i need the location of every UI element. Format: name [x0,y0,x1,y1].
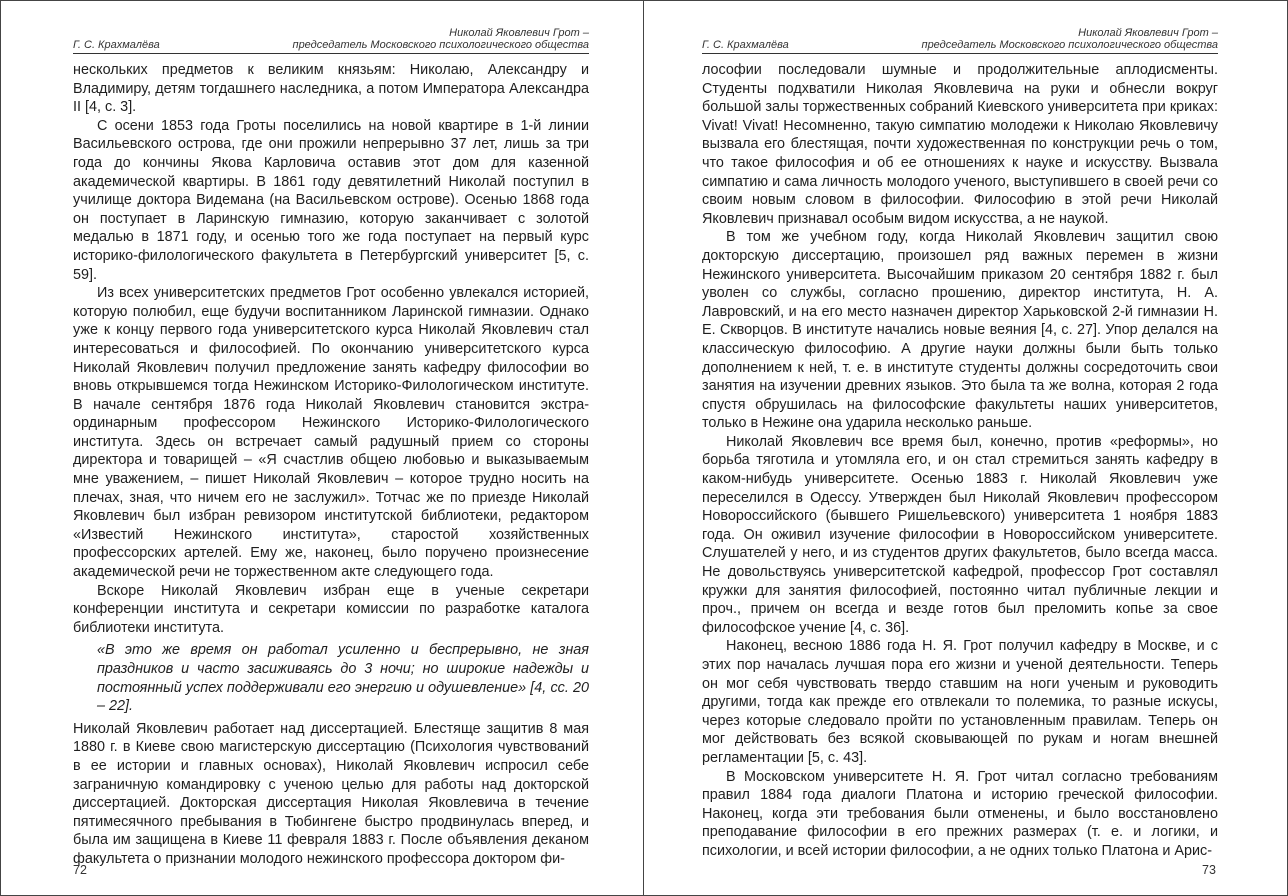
paragraph: нескольких предметов к великим князьям: Николаю, Александру и Владимиру, детям тогдашнего наследника, а потом Императора Александра II [4, с. 3]. [73,62,589,116]
running-header [73,27,589,54]
header-title-line-1: Николай Яковлевич Грот – [1078,27,1218,39]
paragraph: Из всех университетских предметов Грот особенно увлекался историей, которую полюбил, еще будучи воспитанником Ларинской гимназии. Однако уже к концу первого года университетского курса Николай Яковлевич стал интересоваться и философией. По окончанию университетского курса Николай Яковлевич получил предложение занять кафедру философии во вновь открывшемся тогда Нежинском Историко-Филологическом институте. В начале сентября 1876 года Николай Яковлевич становится экстра-ординарным профессором Нежинского Историко-Филологического института. Здесь он встречает самый радушный прием со стороны директора и товарищей – «Я счастлив общею любовью и выказываемым мне уважением, – пишет Николай Яковлевич – которое трудно носить на плечах, зная, что ничем его не заслужил». Тотчас же по приезде Николай Яковлевич был избран ревизором институтской библиотеки, редактором «Известий Нежинского института», старостой хозяйственных профессорских артелей. Ему же, наконец, было поручено произнесение академической речи не торжественном акте следующего года. [73,285,589,581]
page-number: 73 [1202,863,1216,877]
header-title [922,27,1218,51]
right-page [644,1,1287,895]
paragraph: Наконец, весною 1886 года Н. Я. Грот получил кафедру в Москве, и с этих пор началась лучшая пора его жизни и ученой деятельности. Теперь он мог себя чувствовать твердо ставшим на ноги ученым и руководить другими, тогда как прежде его отвлекали то полемика, то разные искусы, через которые следовало пройти по установленным правилам. Теперь он мог действовать без всякой сковывающей по рукам и ногам внешней регламентации [5, с. 43]. [702,638,1218,766]
page-number: 72 [73,863,87,877]
header-author: Г. С. Крахмалёва [73,39,160,51]
paragraph: Николай Яковлевич работает над диссертацией. Блестяще защитив 8 мая 1880 г. в Киеве свою магистерскую диссертацию (Психология чувствований в ее истории и главных основах), Николай Яковлевич испросил себе заграничную командировку с ученою целью для работы над докторской диссертацией. Докторская диссертация Николая Яковлевича в течение пятимесячного пребывания в Тюбингене быстро продвинулась вперед, и была им защищена в Киеве 11 февраля 1883 г. После объявления деканом факультета о признании молодого нежинского профессора доктором фи- [73,720,589,867]
left-body-text [73,61,589,869]
paragraph: лософии последовали шумные и продолжительные аплодисменты. Студенты подхватили Николая Яковлевича на руки и обнесли вокруг большой залы торжественных собраний Киевского университета при криках: Vivat! Vivat! Несомненно, такую симпатию молодежи к Николаю Яковлевичу вызвала его блестящая, почти художественная по конструкции речь о том, что такое философия и об ее отношениях к науке и искусству. Вызвала симпатию и сама личность молодого ученого, выступившего в своей речи со своим новым словом в философии. Философию в этой речи Николай Яковлевич признавал особым видом искусства, а не наукой. [702,62,1218,227]
right-body-text [702,61,1218,861]
block-quote: «В это же время он работал усиленно и беспрерывно, не зная праздников и часто засиживаясь до 3 ночи; но широкие надежды и постоянный успех поддерживали его энергию и одушевление» [4, сс. 20 – 22]. [97,642,589,715]
header-author: Г. С. Крахмалёва [702,39,789,51]
left-page [1,1,644,895]
header-title-line-1: Николай Яковлевич Грот – [449,27,589,39]
paragraph: Вскоре Николай Яковлевич избран еще в ученые секретари конференции института и секретари комиссии по разработке каталога библиотеки института. [73,582,589,636]
header-title [293,27,589,51]
paragraph: В Московском университете Н. Я. Грот читал согласно требованиям правил 1884 года диалоги Платона и историю греческой философии. Наконец, когда эти требования были отменены, и было восстановлено преподавание философии в его прежних размерах (т. е. и логики, и психологии, и всей истории философии, а не одних только Платона и Арис- [702,768,1218,859]
paragraph: С осени 1853 года Гроты поселились на новой квартире в 1-й линии Васильевского острова, где они прожили непрерывно 37 лет, лишь за три года до кончины Якова Карловича оставив этот дом для казенной академической квартиры. В 1861 году девятилетний Николай поступил в училище доктора Видемана (на Васильевском острове). Осенью 1868 года он поступает в Ларинскую гимназию, которую заканчивает с золотой медалью в 1871 году, и осенью того же года поступает на первый курс историко-филологического факультета в Петербургский университет [5, с. 59]. [73,117,589,283]
paragraph: Николай Яковлевич все время был, конечно, против «реформы», но борьба тяготила и утомляла его, и он стал стремиться занять кафедру в каком-нибудь университете. Осенью 1883 г. Николай Яковлевич уже переселился в Одессу. Утвержден был Николай Яковлевич профессором Новороссийского (бывшего Ришельевского) университета 1 ноября 1883 года. Он оживил изучение философии в Новороссийском университете. Слушателей у него, и из студентов других факультетов, было всегда масса. Не довольствуясь университетской кафедрой, профессор Грот составлял кружки для занятия философией, постоянно читал публичные лекции и проч., причем он всегда и везде готов был преломить копье за свое философское учение [4, с. 36]. [702,433,1218,636]
header-title-line-2: председатель Московского психологического общества [292,39,589,51]
header-title-line-2: председатель Московского психологического общества [921,39,1218,51]
running-header [702,27,1218,54]
paragraph: В том же учебном году, когда Николай Яковлевич защитил свою докторскую диссертацию, произошел ряд важных перемен в жизни Нежинского университета. Высочайшим приказом 20 сентября 1882 г. был уволен со службы, согласно прошению, директор института, Н. А. Лавровский, и на его место назначен директор Харьковской 2-й гимназии Н. Е. Скворцов. В институте начались новые веяния [4, с. 27]. Упор делался на классическую философию. А другие науки должны были быть только дополнением к ней, т. е. в институте студенты должны сосредоточить свои занятия на изучении древних языков. Это была та же волна, которая 2 года спустя обрушилась на философские факультеты наших университетов, только в Нежине она ударила несколько раньше. [702,229,1218,432]
